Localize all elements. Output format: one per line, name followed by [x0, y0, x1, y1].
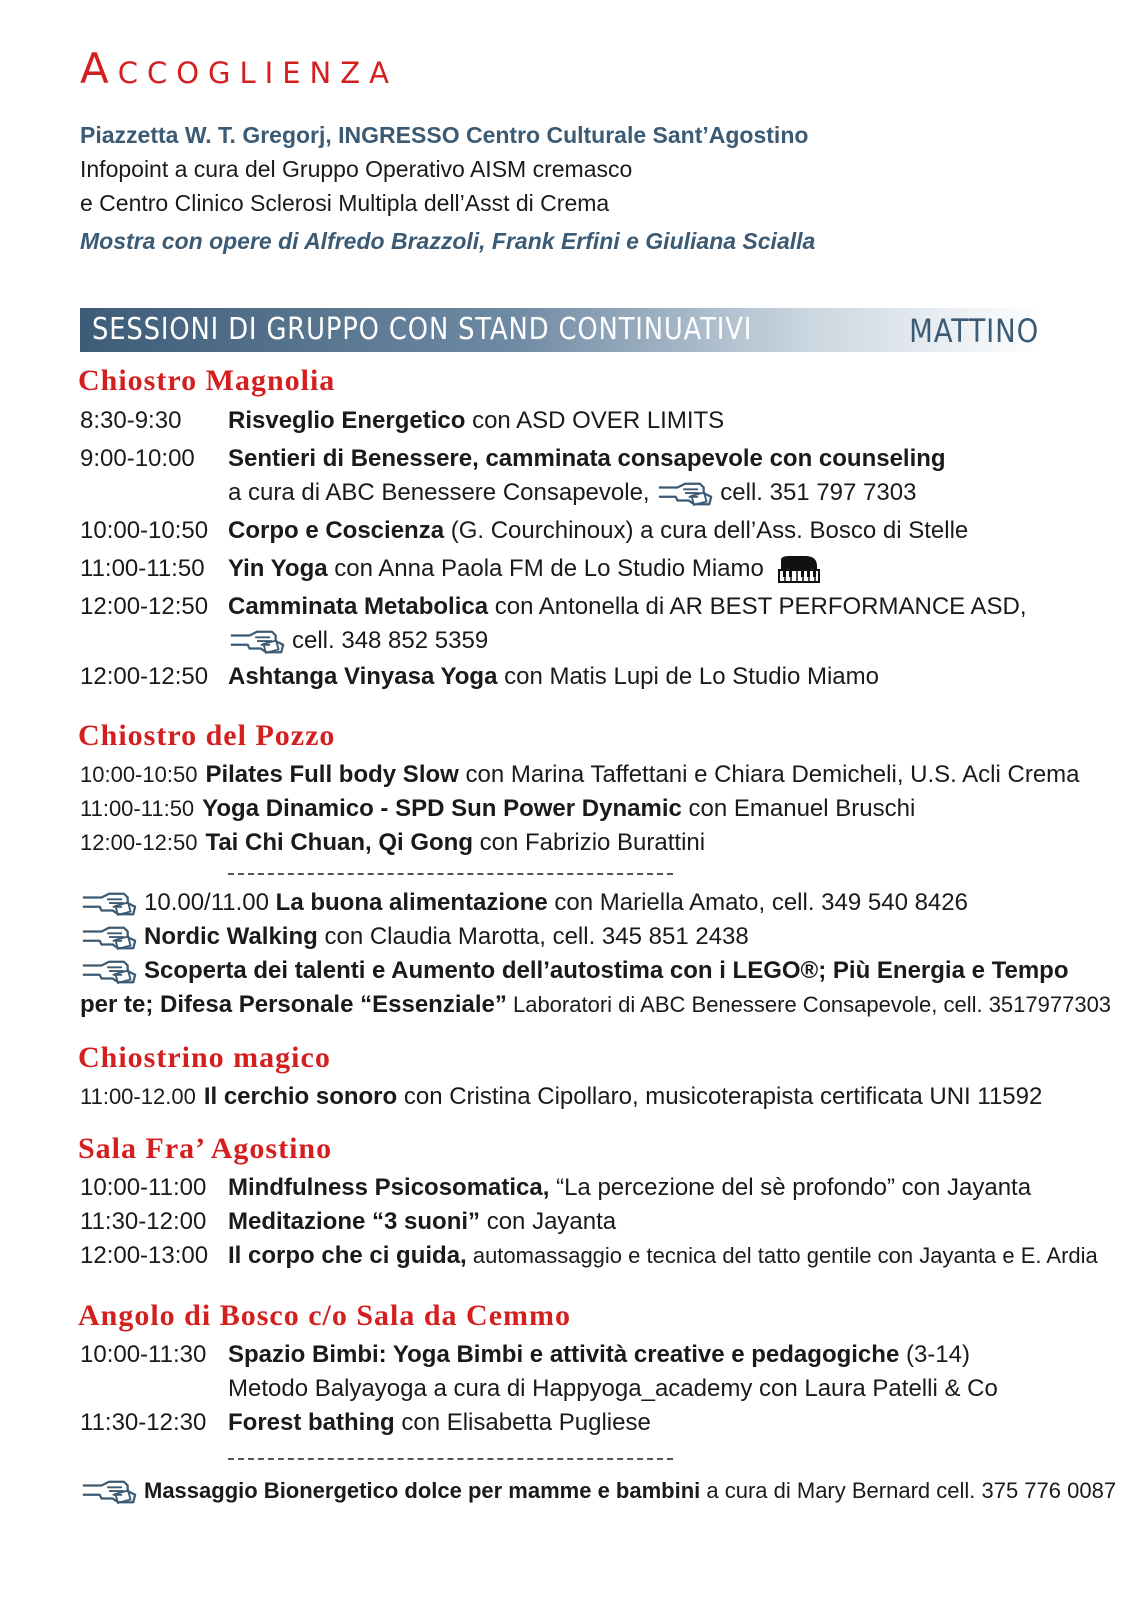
venue-title-chiostrino: Chiostrino magico — [78, 1041, 331, 1074]
activity-name: La buona alimentazione — [275, 889, 548, 916]
activity-name: Il corpo che ci guida, — [228, 1242, 467, 1269]
booking-row — [80, 920, 749, 954]
time-slot: 12:00-13:00 — [80, 1242, 209, 1269]
section-ribbon — [80, 308, 1043, 352]
time-slot: 9:00-10:00 — [80, 445, 195, 472]
activity-name: Corpo e Coscienza — [228, 517, 445, 544]
schedule-row — [80, 1239, 1098, 1273]
activity-name: Tai Chi Chuan, Qi Gong — [205, 829, 473, 856]
dashed-divider — [228, 1458, 673, 1460]
activity-name: Spazio Bimbi: Yoga Bimbi e attività creative e pedagogiche — [228, 1341, 900, 1368]
venue-title-bosco: Angolo di Bosco c/o Sala da Cemmo — [78, 1299, 572, 1332]
time-slot: 12:00-12:50 — [80, 593, 209, 620]
piano-icon — [777, 554, 821, 586]
activity-name: Pilates Full body Slow — [205, 761, 459, 788]
schedule-row — [80, 1080, 1042, 1114]
booking-row-continuation — [80, 988, 1111, 1022]
schedule-row-continuation — [228, 624, 488, 658]
schedule-row — [80, 590, 1027, 624]
phone-number: cell. 351 797 7303 — [720, 479, 917, 506]
schedule-row — [80, 758, 1080, 792]
activity-name: Yoga Dinamico - SPD Sun Power Dynamic — [202, 795, 682, 822]
booking-hand-icon — [656, 480, 714, 508]
booking-row — [80, 886, 968, 920]
time-slot: 12:00-12:50 — [80, 830, 198, 855]
phone-number: cell. 348 852 5359 — [292, 627, 489, 654]
page-title: Accoglienza — [80, 44, 398, 93]
activity-name: Meditazione “3 suoni” — [228, 1208, 481, 1235]
activity-details: con Emanuel Bruschi — [681, 795, 916, 822]
venue-title-magnolia: Chiostro Magnolia — [78, 364, 336, 397]
activity-name: Nordic Walking — [144, 923, 318, 950]
schedule-row — [80, 1406, 651, 1440]
activity-details: con Mariella Amato, cell. 349 540 8426 — [547, 889, 968, 916]
activity-details: “La percezione del sè profondo” con Jayanta — [549, 1174, 1032, 1201]
time-slot: 11:00-11:50 — [80, 796, 195, 821]
activity-details: con Elisabetta Pugliese — [394, 1409, 651, 1436]
activity-name: Camminata Metabolica — [228, 593, 489, 620]
time-slot: 10:00-10:50 — [80, 762, 198, 787]
schedule-row — [80, 514, 968, 548]
schedule-row — [80, 552, 821, 586]
schedule-row — [80, 1205, 616, 1239]
activity-name: Forest bathing — [228, 1409, 395, 1436]
activity-name: Yin Yoga — [228, 555, 328, 582]
activity-details: (3-14) — [899, 1341, 970, 1368]
activity-name: per te; Difesa Personale “Essenziale” — [80, 991, 507, 1018]
activity-details: con Anna Paola FM de Lo Studio Miamo — [327, 555, 764, 582]
activity-details: a cura di Mary Bernard cell. 375 776 0087 — [700, 1478, 1117, 1503]
time-slot: 10:00-11:00 — [80, 1174, 207, 1201]
time-slot: 11:00-11:50 — [80, 555, 205, 582]
intro-block — [80, 118, 1060, 258]
schedule-row — [80, 1171, 1031, 1205]
activity-details: con Cristina Cipollaro, musicoterapista certificata UNI 11592 — [397, 1083, 1043, 1110]
activity-name: Scoperta dei talenti e Aumento dell’autostima con i LEGO®; Più Energia e Tempo — [144, 957, 1069, 984]
activity-details: Laboratori di ABC Benessere Consapevole, cell. 3517977303 — [506, 992, 1112, 1017]
time-slot: 11:30-12:30 — [80, 1409, 207, 1436]
dashed-divider — [228, 873, 673, 875]
schedule-row-continuation — [228, 476, 916, 510]
booking-hand-icon — [80, 1478, 138, 1506]
schedule-row-continuation — [228, 1372, 998, 1406]
booking-row — [80, 954, 1069, 988]
venue-title-sala: Sala Fra’ Agostino — [78, 1132, 333, 1165]
booking-hand-icon — [228, 628, 286, 656]
time-slot: 11:30-12:00 — [80, 1208, 207, 1235]
booking-row — [80, 1474, 1116, 1508]
schedule-row — [80, 660, 879, 694]
intro-centro-clinico: e Centro Clinico Sclerosi Multipla dell’Asst di Crema — [80, 190, 610, 216]
time-slot: 10:00-10:50 — [80, 517, 209, 544]
activity-details: (G. Courchinoux) a cura dell’Ass. Bosco di Stelle — [444, 517, 969, 544]
booking-hand-icon — [80, 890, 138, 918]
activity-details: con Marina Taffettani e Chiara Demicheli, U.S. Acli Crema — [458, 761, 1080, 788]
activity-details: con Matis Lupi de Lo Studio Miamo — [497, 663, 879, 690]
booking-hand-icon — [80, 924, 138, 952]
activity-details: con Fabrizio Burattini — [472, 829, 706, 856]
time-slot: 11:00-12.00 — [80, 1084, 196, 1109]
time-slot: 8:30-9:30 — [80, 407, 182, 434]
venue-title-pozzo: Chiostro del Pozzo — [78, 719, 336, 752]
booking-hand-icon — [80, 958, 138, 986]
intro-location: Piazzetta W. T. Gregorj, INGRESSO Centro Culturale Sant’Agostino — [80, 122, 809, 148]
activity-name: Ashtanga Vinyasa Yoga — [228, 663, 498, 690]
activity-name: Sentieri di Benessere, camminata consapevole con counseling — [228, 445, 946, 472]
activity-name: Mindfulness Psicosomatica, — [228, 1174, 550, 1201]
activity-name: Risveglio Energetico — [228, 407, 466, 434]
activity-name: Il cerchio sonoro — [203, 1083, 398, 1110]
activity-name: Massaggio Bionergetico dolce per mamme e bambini — [144, 1478, 701, 1503]
activity-details: con ASD OVER LIMITS — [465, 407, 725, 434]
schedule-row — [80, 404, 724, 438]
time-slot: 10.00/11.00 — [144, 889, 276, 916]
activity-details: con Claudia Marotta, cell. 345 851 2438 — [317, 923, 749, 950]
schedule-row — [80, 442, 946, 476]
intro-infopoint: Infopoint a cura del Gruppo Operativo AISM cremasco — [80, 156, 633, 182]
schedule-row — [80, 826, 705, 860]
activity-details: con Antonella di AR BEST PERFORMANCE ASD, — [488, 593, 1027, 620]
activity-details: con Jayanta — [480, 1208, 617, 1235]
time-slot: 10:00-11:30 — [80, 1341, 207, 1368]
intro-mostra: Mostra con opere di Alfredo Brazzoli, Frank Erfini e Giuliana Scialla — [80, 228, 816, 254]
activity-details: automassaggio e tecnica del tatto gentile con Jayanta e E. Ardia — [466, 1243, 1098, 1268]
schedule-row — [80, 792, 915, 826]
activity-details: a cura di ABC Benessere Consapevole, — [228, 479, 650, 506]
time-slot: 12:00-12:50 — [80, 663, 209, 690]
schedule-row — [80, 1338, 970, 1372]
ribbon-sessions-label: SESSIONI DI GRUPPO CON STAND CONTINUATIVI — [92, 312, 753, 347]
activity-details: Metodo Balyayoga a cura di Happyoga_academy con Laura Patelli & Co — [228, 1375, 998, 1402]
ribbon-mattino-label: MATTINO — [909, 312, 1039, 350]
